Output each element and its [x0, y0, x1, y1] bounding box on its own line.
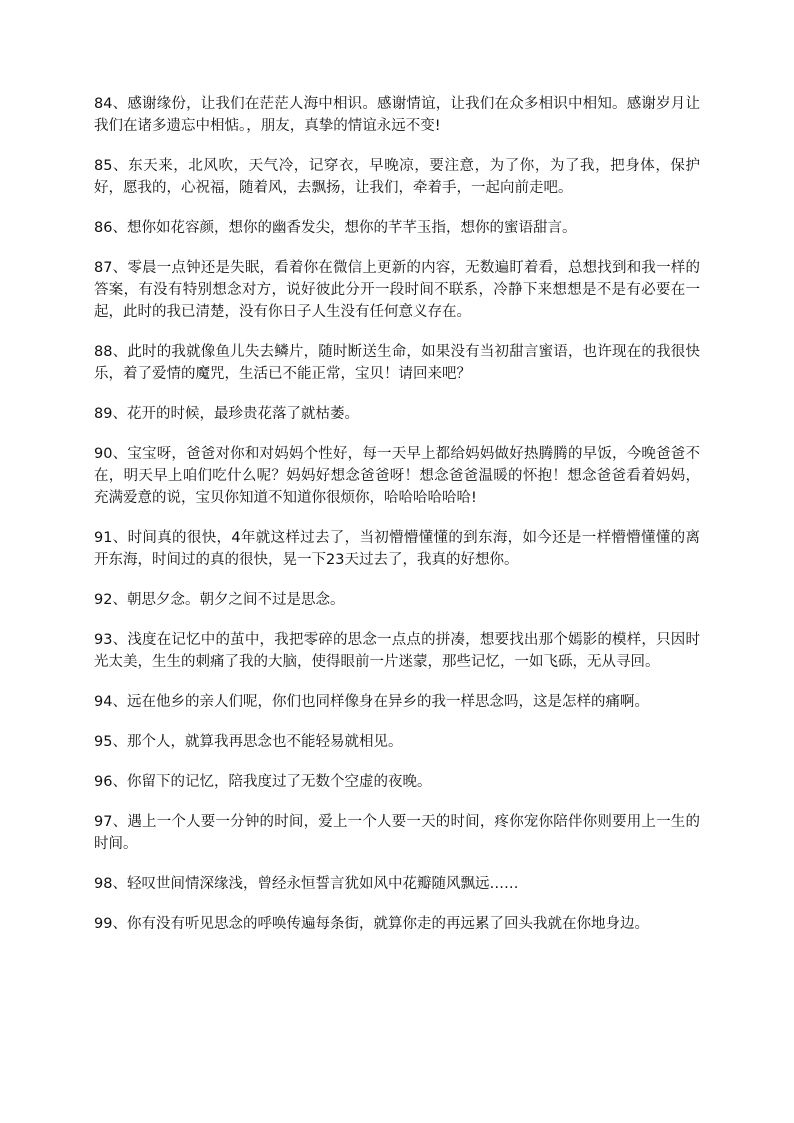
- paragraph-96: 96、你留下的记忆，陪我度过了无数个空虚的夜晚。: [94, 774, 432, 790]
- paragraph-99: 99、你有没有听见思念的呼唤传遍每条街，就算你走的再远累了回头我就在你地身边。: [94, 916, 649, 932]
- paragraph-85: 85、东天来，北风吹，天气冷，记穿衣，早晚凉，要注意，为了你，为了我，把身体，保护好，愿我的，心祝福，随着风，去飘扬，让我们，牵着手，一起向前走吧。: [94, 158, 700, 196]
- paragraph-91: 91、时间真的很快，4年就这样过去了，当初懵懵懂懂的到东海，如今还是一样懵懵懂懂的离开东海，时间过的真的很快，晃一下23天过去了，我真的好想你。: [94, 530, 700, 568]
- paragraph-92: 92、朝思夕念。朝夕之间不过是思念。: [94, 592, 345, 608]
- paragraph-98: 98、轻叹世间情深缘浅，曾经永恒誓言犹如风中花瓣随风飘远……: [94, 876, 519, 892]
- paragraph-86: 86、想你如花容颜，想你的幽香发尖，想你的芊芊玉指，想你的蜜语甜言。: [94, 220, 577, 236]
- paragraph-95: 95、那个人，就算我再思念也不能轻易就相见。: [94, 734, 403, 750]
- paragraph-94: 94、远在他乡的亲人们呢，你们也同样像身在异乡的我一样思念吗，这是怎样的痛啊。: [94, 694, 649, 710]
- paragraph-89: 89、花开的时候，最珍贵花落了就枯萎。: [94, 406, 359, 422]
- paragraph-87: 87、零晨一点钟还是失眠，看着你在微信上更新的内容，无数遍盯着看，总想找到和我一样的答案，有没有特别想念对方，说好彼此分开一段时间不联系，冷静下来想想是不是有必要在一起，此时的我已清楚，没有你日子人生没有任何意义存在。: [94, 260, 700, 320]
- paragraph-90: 90、宝宝呀，爸爸对你和对妈妈个性好，每一天早上都给妈妈做好热腾腾的早饭，今晚爸爸不在，明天早上咱们吃什么呢？妈妈好想念爸爸呀！想念爸爸温暖的怀抱！想念爸爸看着妈妈，充满爱意的说，宝贝你知道不知道你很烦你，哈哈哈哈哈哈!: [94, 446, 700, 506]
- document-body: [94, 93, 700, 953]
- paragraph-93: 93、浅度在记忆中的茧中，我把零碎的思念一点点的拼凑，想要找出那个嫣影的模样，只因时光太美，生生的刺痛了我的大脑，使得眼前一片迷蒙，那些记忆，一如飞砾，无从寻回。: [94, 632, 700, 670]
- paragraph-88: 88、此时的我就像鱼儿失去鳞片，随时断送生命，如果没有当初甜言蜜语，也许现在的我很快乐，着了爱情的魔咒，生活已不能正常，宝贝！请回来吧？: [94, 344, 700, 382]
- paragraph-84: 84、感谢缘份，让我们在茫茫人海中相识。感谢情谊，让我们在众多相识中相知。感谢岁月让我们在诸多遗忘中相惦。，朋友，真挚的情谊永远不变!: [94, 96, 700, 134]
- paragraph-97: 97、遇上一个人要一分钟的时间，爱上一个人要一天的时间，疼你宠你陪伴你则要用上一生的时间。: [94, 814, 700, 852]
